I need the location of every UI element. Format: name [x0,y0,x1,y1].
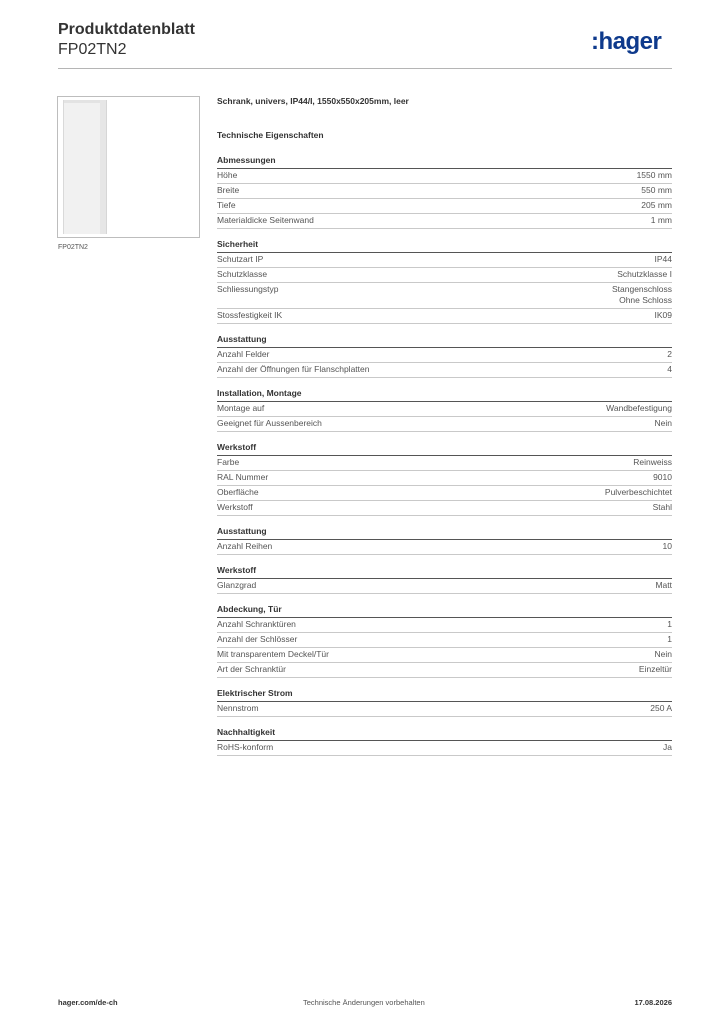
image-caption: FP02TN2 [58,244,88,251]
spec-section [217,688,672,717]
spec-row [217,501,672,516]
spec-label: RAL Nummer [217,472,269,482]
spec-label: Mit transparentem Deckel/Tür [217,649,329,659]
spec-label: Anzahl Schranktüren [217,619,296,629]
section-title: Installation, Montage [217,388,672,402]
spec-row [217,618,672,633]
section-title: Werkstoff [217,565,672,579]
spec-row [217,184,672,199]
spec-value: Wandbefestigung [606,403,672,413]
spec-label: Anzahl der Öffnungen für Flanschplatten [217,364,370,374]
spec-value: 10 [662,541,672,551]
spec-label: Art der Schranktür [217,664,286,674]
spec-label: Tiefe [217,200,236,210]
product-image-frame [57,96,200,238]
spec-row [217,702,672,717]
spec-label: Nennstrom [217,703,259,713]
spec-label: Anzahl der Schlösser [217,634,298,644]
section-title: Elektrischer Strom [217,688,672,702]
product-description: Schrank, univers, IP44/I, 1550x550x205mm, leer [217,96,409,106]
spec-row [217,417,672,432]
spec-row [217,633,672,648]
spec-label: Stossfestigkeit IK [217,310,283,320]
section-title: Werkstoff [217,442,672,456]
spec-value: 1 [667,619,672,629]
spec-section [217,155,672,229]
spec-value: Nein [654,418,672,428]
spec-label: Materialdicke Seitenwand [217,215,314,225]
spec-row [217,402,672,417]
spec-section [217,239,672,324]
spec-row [217,741,672,756]
spec-row [217,579,672,594]
spec-section [217,604,672,678]
section-title: Nachhaltigkeit [217,727,672,741]
cabinet-image [63,100,107,234]
spec-label: Farbe [217,457,240,467]
spec-row [217,309,672,324]
product-code: FP02TN2 [58,41,127,58]
spec-section [217,334,672,378]
spec-label: Montage auf [217,403,265,413]
spec-value: 9010 [653,472,672,482]
spec-value: 1 mm [650,215,672,225]
page-title: Produktdatenblatt [58,21,195,38]
spec-label: Schutzklasse [217,269,268,279]
header-divider [58,68,672,69]
spec-value: 1550 mm [636,170,672,180]
spec-row [217,456,672,471]
spec-section [217,727,672,756]
spec-section [217,388,672,432]
spec-value: IP44 [654,254,672,264]
spec-section [217,442,672,516]
spec-row [217,214,672,229]
spec-row [217,471,672,486]
spec-value: 1 [667,634,672,644]
section-title: Abdeckung, Tür [217,604,672,618]
spec-label: Werkstoff [217,502,253,512]
logo-colon-icon: : [591,28,599,55]
spec-label: Schliessungstyp [217,284,279,294]
spec-row [217,253,672,268]
spec-value: Schutzklasse I [617,269,672,279]
spec-label: Oberfläche [217,487,259,497]
spec-row [217,283,672,309]
footer-website[interactable]: hager.com/de-ch [58,998,118,1007]
spec-label: Anzahl Felder [217,349,270,359]
spec-row [217,348,672,363]
spec-label: Breite [217,185,240,195]
logo-text: hager [598,28,662,55]
spec-label: Geeignet für Aussenbereich [217,418,322,428]
technical-properties-heading: Technische Eigenschaften [217,130,324,140]
spec-value: 250 A [650,703,672,713]
spec-row [217,540,672,555]
spec-value: 2 [667,349,672,359]
spec-value: Reinweiss [633,457,672,467]
spec-row [217,169,672,184]
spec-value: 4 [667,364,672,374]
footer-notice: Technische Änderungen vorbehalten [303,998,425,1007]
spec-value: 205 mm [641,200,672,210]
section-title: Sicherheit [217,239,672,253]
spec-row [217,663,672,678]
section-title: Ausstattung [217,334,672,348]
spec-value: Matt [655,580,672,590]
spec-sections [217,155,672,766]
spec-label: Glanzgrad [217,580,257,590]
spec-label: Schutzart IP [217,254,264,264]
spec-row [217,199,672,214]
spec-value: Pulverbeschichtet [604,487,672,497]
spec-value: IK09 [654,310,672,320]
hager-logo [591,28,661,56]
document-header [58,20,195,60]
spec-section [217,526,672,555]
spec-value: Nein [654,649,672,659]
spec-label: Höhe [217,170,238,180]
spec-row [217,268,672,283]
cabinet-side [100,100,106,234]
product-details [217,96,672,752]
spec-value: Einzeltür [638,664,672,674]
section-title: Ausstattung [217,526,672,540]
spec-row [217,648,672,663]
section-title: Abmessungen [217,155,672,169]
spec-label: RoHS-konform [217,742,274,752]
spec-value: 550 mm [641,185,672,195]
spec-row [217,486,672,501]
footer-date: 17.08.2026 [634,998,672,1007]
spec-value: Stahl [652,502,672,512]
spec-value: Ja [663,742,672,752]
spec-label: Anzahl Reihen [217,541,273,551]
spec-row [217,363,672,378]
spec-value: Stangenschloss Ohne Schloss [611,284,672,305]
spec-section [217,565,672,594]
